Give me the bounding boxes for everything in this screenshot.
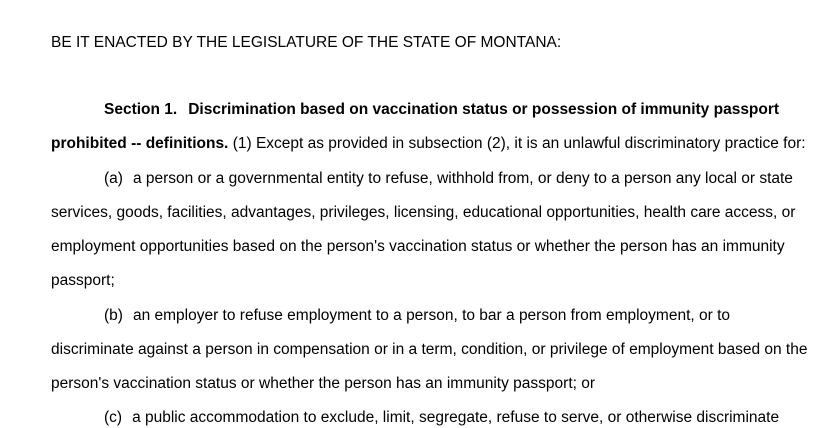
enacting-clause: BE IT ENACTED BY THE LEGISLATURE OF THE STATE OF MONTANA: xyxy=(51,34,562,51)
paragraph-b-line3: person's vaccination status or whether the person has an immunity passport; or xyxy=(51,375,596,392)
paragraph-b-line1 xyxy=(104,306,730,326)
paragraph-a-line2: services, goods, facilities, advantages, privileges, licensing, educational opportunities, health care access, or xyxy=(51,204,796,221)
section-intro: (1) Except as provided in subsection (2), it is an unlawful discriminatory practice for: xyxy=(232,135,806,152)
paragraph-a-text1: a person or a governmental entity to refuse, withhold from, or deny to a person any local or state xyxy=(132,170,793,187)
paragraph-c-marker: (c) xyxy=(104,409,123,426)
section-intro-line xyxy=(51,134,806,154)
paragraph-c-text1: a public accommodation to exclude, limit, segregate, refuse to serve, or otherwise discriminate xyxy=(132,409,780,426)
section-title-part2: prohibited -- definitions. xyxy=(51,135,229,152)
section-title-part1: Discrimination based on vaccination status or possession of immunity passport xyxy=(188,101,780,118)
paragraph-b-marker: (b) xyxy=(104,307,123,324)
paragraph-a-line4: passport; xyxy=(51,272,115,289)
paragraph-b-text1: an employer to refuse employment to a person, to bar a person from employment, or to xyxy=(132,307,730,324)
paragraph-a-marker: (a) xyxy=(104,170,123,187)
paragraph-a-line1 xyxy=(104,169,793,189)
paragraph-a-line3: employment opportunities based on the person's vaccination status or whether the person has an immunity xyxy=(51,238,785,255)
paragraph-c-line1 xyxy=(104,408,779,428)
paragraph-b-line2: discriminate against a person in compensation or in a term, condition, or privilege of employment based on the xyxy=(51,341,808,358)
section-number: Section 1. xyxy=(104,101,178,118)
section-heading xyxy=(104,100,779,120)
